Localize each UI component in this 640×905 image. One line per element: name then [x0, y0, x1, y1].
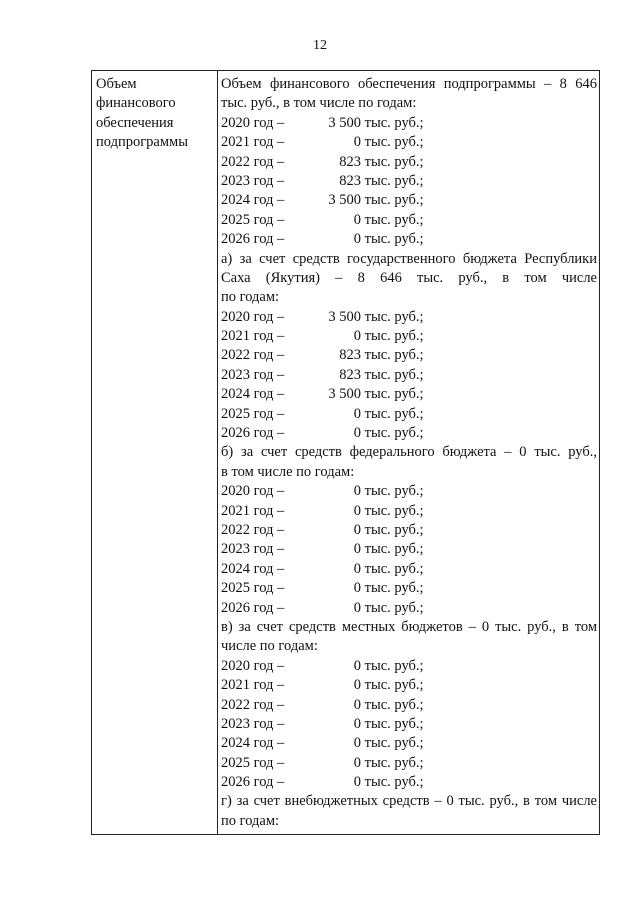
year-unit: тыс. руб.; — [361, 328, 424, 345]
year-amount: 823 — [339, 366, 361, 383]
section-g-heading: по годам: — [221, 812, 280, 829]
year-amount: 0 — [353, 560, 361, 577]
year-row — [221, 676, 597, 695]
year-amount: 0 — [353, 521, 361, 538]
year-amount: 3 500 — [328, 308, 361, 325]
year-row — [221, 211, 597, 230]
year-label: 2026 год – — [221, 425, 285, 442]
content-cell — [221, 75, 597, 831]
intro-line: Объем финансового обеспечения подпрограммы – 8 646 — [221, 76, 597, 92]
year-unit: тыс. руб.; — [361, 521, 424, 538]
funding-table — [91, 70, 600, 835]
year-label: 2025 год – — [221, 405, 285, 422]
year-label: 2022 год – — [221, 153, 285, 170]
year-unit: тыс. руб.; — [361, 774, 424, 791]
year-row — [221, 540, 597, 559]
year-label: 2020 год – — [221, 483, 285, 500]
year-row — [221, 424, 597, 443]
year-row — [221, 502, 597, 521]
year-amount: 0 — [353, 502, 361, 519]
year-unit: тыс. руб.; — [361, 735, 424, 752]
year-label: 2022 год – — [221, 347, 285, 364]
year-unit: тыс. руб.; — [361, 715, 424, 732]
year-list-total — [221, 114, 597, 250]
year-amount: 0 — [353, 677, 361, 694]
year-label: 2022 год – — [221, 521, 285, 538]
year-amount: 0 — [353, 580, 361, 597]
year-row — [221, 754, 597, 773]
year-amount: 0 — [353, 696, 361, 713]
year-list-a — [221, 308, 597, 444]
year-unit: тыс. руб.; — [361, 405, 424, 422]
year-unit: тыс. руб.; — [361, 580, 424, 597]
year-row — [221, 308, 597, 327]
year-unit: тыс. руб.; — [361, 114, 424, 131]
year-unit: тыс. руб.; — [361, 347, 424, 364]
year-row — [221, 657, 597, 676]
year-label: 2020 год – — [221, 114, 285, 131]
year-unit: тыс. руб.; — [361, 560, 424, 577]
year-label: 2020 год – — [221, 657, 285, 674]
year-unit: тыс. руб.; — [361, 541, 424, 558]
section-a-heading: а) за счет средств государственного бюджета Республики — [221, 250, 597, 267]
label-line: финансового — [96, 95, 176, 112]
year-label: 2023 год – — [221, 541, 285, 558]
label-line: подпрограммы — [96, 134, 188, 151]
year-unit: тыс. руб.; — [361, 696, 424, 713]
year-label: 2024 год – — [221, 192, 285, 209]
year-amount: 0 — [353, 715, 361, 732]
year-label: 2024 год – — [221, 560, 285, 577]
year-row — [221, 579, 597, 598]
section-g-heading: г) за счет внебюджетных средств – 0 тыс. руб., в том числе — [221, 793, 597, 810]
year-unit: тыс. руб.; — [361, 231, 424, 248]
year-amount: 823 — [339, 347, 361, 364]
year-label: 2021 год – — [221, 677, 285, 694]
year-label: 2023 год – — [221, 366, 285, 383]
year-amount: 0 — [353, 425, 361, 442]
year-label: 2022 год – — [221, 696, 285, 713]
year-amount: 0 — [353, 405, 361, 422]
year-amount: 0 — [353, 541, 361, 558]
intro-line: тыс. руб., в том числе по годам: — [221, 95, 417, 112]
year-row — [221, 734, 597, 753]
label-line: обеспечения — [96, 114, 174, 131]
year-label: 2021 год – — [221, 328, 285, 345]
label-line: Объем — [96, 76, 137, 92]
section-v-heading: в) за счет средств местных бюджетов – 0 тыс. руб., в том — [221, 618, 597, 635]
year-unit: тыс. руб.; — [361, 134, 424, 151]
year-row — [221, 715, 597, 734]
year-amount: 0 — [353, 483, 361, 500]
year-label: 2025 год – — [221, 754, 285, 771]
year-row — [221, 521, 597, 540]
year-label: 2020 год – — [221, 308, 285, 325]
year-amount: 0 — [353, 211, 361, 228]
year-amount: 823 — [339, 172, 361, 189]
year-row — [221, 153, 597, 172]
year-label: 2021 год – — [221, 502, 285, 519]
year-label: 2025 год – — [221, 211, 285, 228]
year-amount: 0 — [353, 657, 361, 674]
year-unit: тыс. руб.; — [361, 172, 424, 189]
year-amount: 3 500 — [328, 386, 361, 403]
year-list-b — [221, 482, 597, 618]
year-unit: тыс. руб.; — [361, 425, 424, 442]
year-row — [221, 191, 597, 210]
year-row — [221, 482, 597, 501]
year-unit: тыс. руб.; — [361, 483, 424, 500]
year-row — [221, 366, 597, 385]
year-unit: тыс. руб.; — [361, 754, 424, 771]
year-list-v — [221, 657, 597, 793]
year-row — [221, 385, 597, 404]
year-unit: тыс. руб.; — [361, 192, 424, 209]
year-unit: тыс. руб.; — [361, 211, 424, 228]
year-row — [221, 696, 597, 715]
year-label: 2026 год – — [221, 774, 285, 791]
year-amount: 0 — [353, 328, 361, 345]
year-row — [221, 133, 597, 152]
year-label: 2023 год – — [221, 715, 285, 732]
year-label: 2025 год – — [221, 580, 285, 597]
year-row — [221, 114, 597, 133]
page-number: 12 — [313, 38, 327, 53]
year-amount: 0 — [353, 735, 361, 752]
label-cell — [96, 75, 214, 153]
year-row — [221, 230, 597, 249]
year-label: 2021 год – — [221, 134, 285, 151]
year-label: 2024 год – — [221, 386, 285, 403]
year-row — [221, 172, 597, 191]
year-amount: 0 — [353, 774, 361, 791]
section-b-heading: в том числе по годам: — [221, 463, 355, 480]
year-unit: тыс. руб.; — [361, 386, 424, 403]
year-label: 2024 год – — [221, 735, 285, 752]
year-row — [221, 346, 597, 365]
year-label: 2026 год – — [221, 231, 285, 248]
year-row — [221, 560, 597, 579]
section-a-heading: по годам: — [221, 289, 280, 306]
year-unit: тыс. руб.; — [361, 153, 424, 170]
year-unit: тыс. руб.; — [361, 657, 424, 674]
year-amount: 823 — [339, 153, 361, 170]
year-row — [221, 773, 597, 792]
year-unit: тыс. руб.; — [361, 366, 424, 383]
year-amount: 0 — [353, 754, 361, 771]
year-unit: тыс. руб.; — [361, 599, 424, 616]
section-a-heading: Саха (Якутия) – 8 646 тыс. руб., в том числе — [221, 269, 597, 286]
year-row — [221, 327, 597, 346]
section-v-heading: числе по годам: — [221, 638, 318, 655]
year-amount: 0 — [353, 231, 361, 248]
year-row — [221, 405, 597, 424]
year-label: 2026 год – — [221, 599, 285, 616]
year-unit: тыс. руб.; — [361, 502, 424, 519]
year-unit: тыс. руб.; — [361, 308, 424, 325]
year-label: 2023 год – — [221, 172, 285, 189]
year-row — [221, 599, 597, 618]
column-divider — [217, 71, 218, 834]
year-amount: 0 — [353, 599, 361, 616]
year-unit: тыс. руб.; — [361, 677, 424, 694]
year-amount: 3 500 — [328, 192, 361, 209]
year-amount: 0 — [353, 134, 361, 151]
year-amount: 3 500 — [328, 114, 361, 131]
section-b-heading: б) за счет средств федерального бюджета – 0 тыс. руб., — [221, 444, 597, 461]
